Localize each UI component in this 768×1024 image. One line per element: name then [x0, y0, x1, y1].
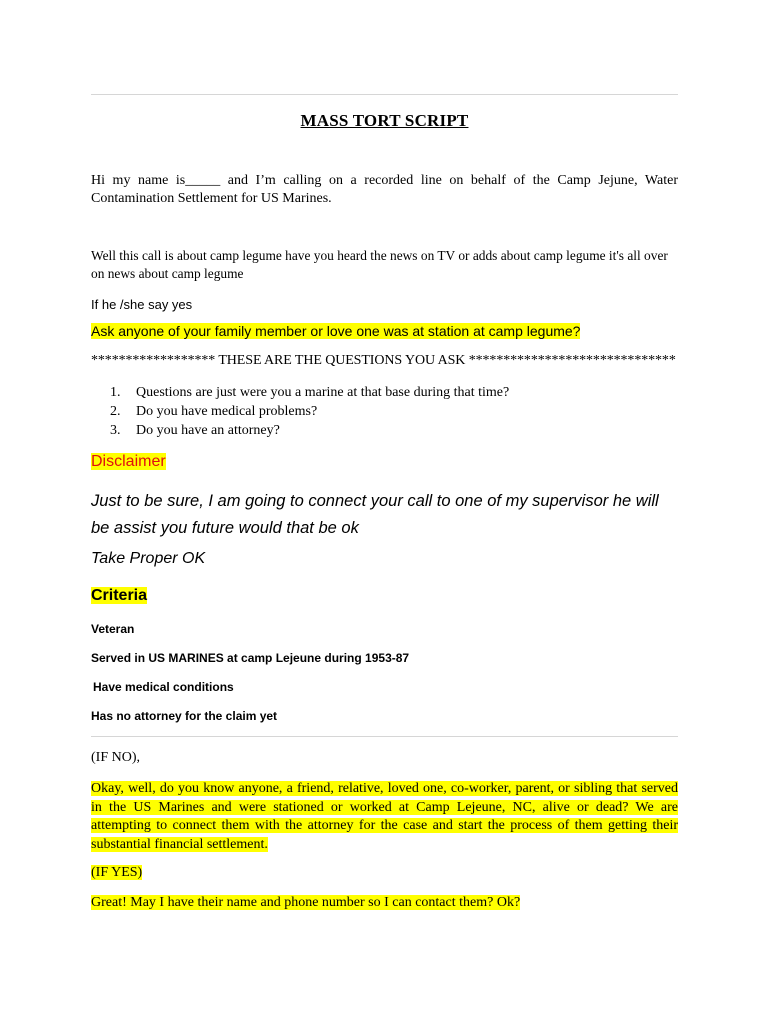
if-yes-heading: [91, 865, 678, 881]
question-number: 3.: [110, 423, 121, 438]
if-yes-heading-text: (IF YES): [91, 865, 143, 880]
if-no-label: (IF NO),: [91, 750, 140, 765]
criteria-item-attorney: Has no attorney for the claim yet: [91, 709, 278, 723]
criteria-heading: [91, 587, 678, 605]
connect-paragraph: Just to be sure, I am going to connect your call to one of my supervisor he will be assist you future would that be ok: [91, 492, 659, 537]
question-text: Questions are just were you a marine at that base during that time?: [136, 385, 510, 400]
great-line-text: Great! May I have their name and phone number so I can contact them? Ok?: [91, 895, 521, 910]
question-item: [110, 383, 670, 402]
ask-family-line: [91, 323, 678, 339]
mid-divider: [91, 736, 678, 737]
question-text: Do you have medical problems?: [136, 404, 318, 419]
ask-family-text: Ask anyone of your family member or love one was at station at camp legume?: [91, 323, 581, 339]
disclaimer-text: Disclaimer: [91, 453, 166, 470]
question-text: Do you have an attorney?: [136, 423, 280, 438]
intro-paragraph: Hi my name is_____ and I’m calling on a recorded line on behalf of the Camp Jejune, Water Contamination Settlement for US Marines.: [91, 173, 678, 206]
call-about-paragraph: Well this call is about camp legume have you heard the news on TV or adds about camp legume it's all over on news about camp legume: [91, 248, 668, 281]
questions-header: ****************** THESE ARE THE QUESTIONS YOU ASK ******************************: [91, 353, 676, 368]
criteria-item-served: Served in US MARINES at camp Lejeune during 1953-87: [91, 651, 410, 665]
top-divider: [91, 94, 678, 95]
disclaimer-heading: [91, 453, 678, 471]
great-line: [91, 895, 678, 911]
if-yes-label: If he /she say yes: [91, 297, 193, 312]
document-title: MASS TORT SCRIPT: [300, 111, 469, 130]
questions-list: [110, 383, 670, 440]
question-item: [110, 421, 670, 440]
take-ok-line: Take Proper OK: [91, 550, 206, 567]
criteria-heading-text: Criteria: [91, 587, 148, 604]
okay-paragraph-text: Okay, well, do you know anyone, a friend, relative, loved one, co-worker, parent, or sibling that served in the US Marines and were stationed or worked at Camp Lejeune, NC, alive or dead? We are attempting to connect them with the attorney for the case and start the process of them getting their substantial financial settlement.: [91, 781, 678, 852]
question-item: [110, 402, 670, 421]
okay-paragraph: [91, 780, 678, 854]
criteria-item-medical: Have medical conditions: [93, 680, 234, 694]
criteria-item-veteran: Veteran: [91, 622, 135, 636]
question-number: 1.: [110, 385, 121, 400]
question-number: 2.: [110, 404, 121, 419]
